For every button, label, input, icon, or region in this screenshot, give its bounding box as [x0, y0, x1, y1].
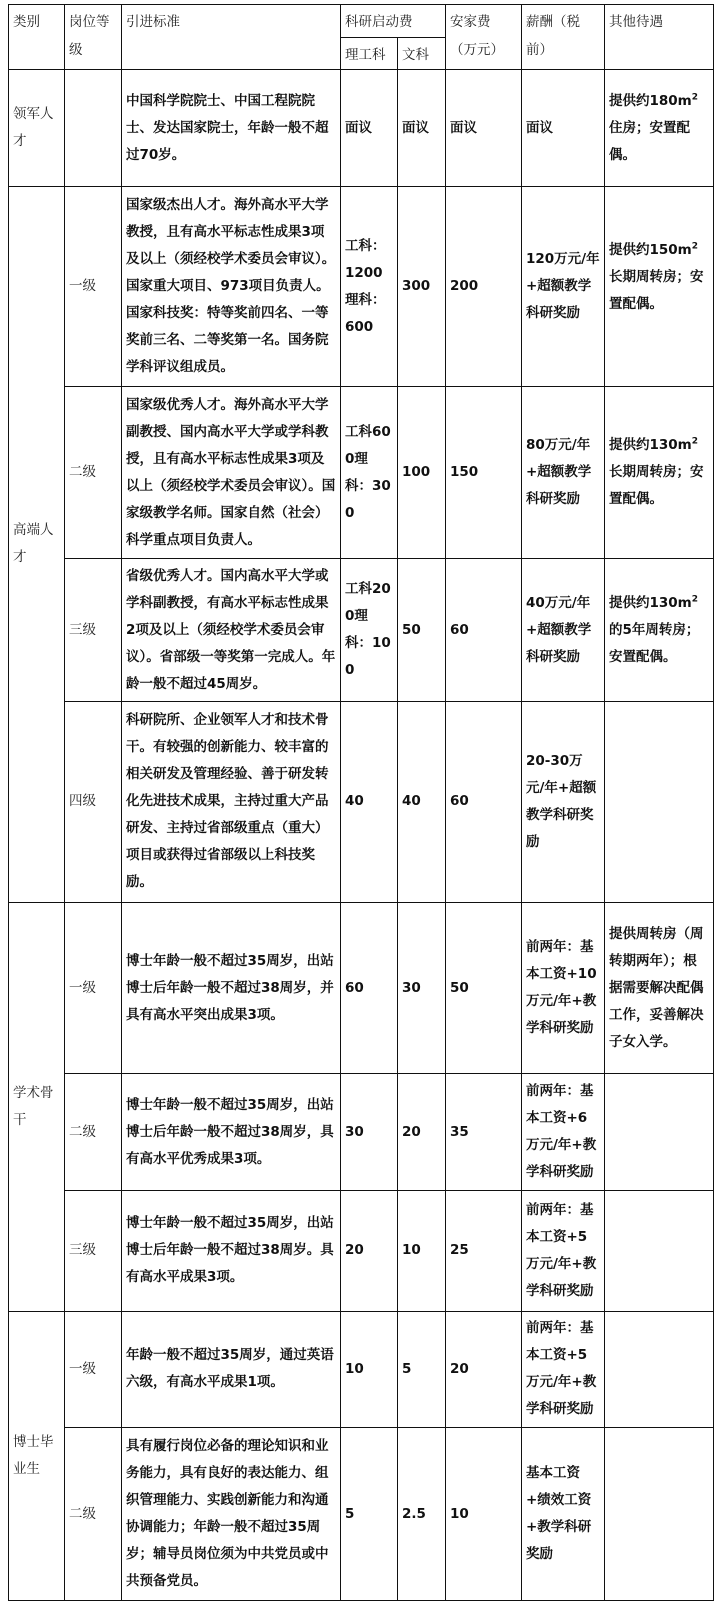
funding-sci-cell: 工科200理科：100 [341, 559, 398, 702]
level-cell: 二级 [65, 1074, 122, 1191]
funding-sci-cell: 10 [341, 1311, 398, 1428]
table-row [9, 186, 714, 386]
salary-cell: 前两年：基本工资+5万元/年+教学科研奖励 [522, 1311, 605, 1428]
criteria-cell: 博士年龄一般不超过35周岁，出站博士后年龄一般不超过38周岁。具有高水平成果3项。 [122, 1190, 341, 1311]
benefits-text: 长期周转房；安置配偶。 [609, 268, 704, 312]
settle-cell: 50 [446, 902, 522, 1074]
funding-arts-cell: 300 [398, 186, 446, 386]
level-cell: 二级 [65, 1428, 122, 1601]
funding-arts-cell: 100 [398, 387, 446, 559]
benefits-cell [605, 1190, 714, 1311]
header-category: 类别 [9, 5, 65, 70]
salary-cell: 80万元/年+超额教学科研奖励 [522, 387, 605, 559]
salary-cell: 前两年：基本工资+6万元/年+教学科研奖励 [522, 1074, 605, 1191]
header-funding-arts: 文科 [398, 37, 446, 70]
category-cell: 高端人才 [9, 186, 65, 902]
table-row [9, 559, 714, 702]
table-row [9, 1074, 714, 1191]
settle-cell: 面议 [446, 70, 522, 187]
salary-cell: 20-30万元/年+超额教学科研奖励 [522, 702, 605, 902]
benefits-text: 的5年周转房；安置配偶。 [609, 621, 700, 665]
funding-arts-cell: 20 [398, 1074, 446, 1191]
benefits-sup: 2 [691, 594, 699, 605]
criteria-cell: 中国科学院院士、中国工程院院士、发达国家院士，年龄一般不超过70岁。 [122, 70, 341, 187]
funding-arts-cell: 面议 [398, 70, 446, 187]
talent-recruitment-table [8, 4, 714, 1601]
funding-sci-cell: 60 [341, 902, 398, 1074]
level-cell: 三级 [65, 559, 122, 702]
settle-cell: 200 [446, 186, 522, 386]
table-row [9, 70, 714, 187]
funding-sci-cell: 30 [341, 1074, 398, 1191]
benefits-text: 提供约180m [609, 92, 692, 109]
header-funding: 科研启动费 [341, 5, 446, 38]
settle-cell: 10 [446, 1428, 522, 1601]
benefits-sup: 2 [691, 241, 699, 252]
benefits-cell [605, 702, 714, 902]
funding-arts-cell: 5 [398, 1311, 446, 1428]
level-cell: 一级 [65, 186, 122, 386]
criteria-cell: 国家级杰出人才。海外高水平大学教授，且有高水平标志性成果3项及以上（须经校学术委员会审议）。国家重大项目、973项目负责人。国家科技奖：特等奖前四名、一等奖前三名、二等奖第一名。国务院学科评议组成员。 [122, 186, 341, 386]
funding-sci-cell: 面议 [341, 70, 398, 187]
salary-cell: 120万元/年+超额教学科研奖励 [522, 186, 605, 386]
criteria-cell: 博士年龄一般不超过35周岁，出站博士后年龄一般不超过38周岁，并具有高水平突出成果3项。 [122, 902, 341, 1074]
category-cell: 博士毕业生 [9, 1311, 65, 1600]
benefits-cell [605, 1311, 714, 1428]
table-row [9, 702, 714, 902]
header-salary: 薪酬（税前） [522, 5, 605, 70]
benefits-cell [605, 559, 714, 702]
funding-arts-cell: 40 [398, 702, 446, 902]
criteria-cell: 科研院所、企业领军人才和技术骨干。有较强的创新能力、较丰富的相关研发及管理经验、善于研发转化先进技术成果，主持过重大产品研发、主持过省部级重点（重大）项目或获得过省部级以上科技奖励。 [122, 702, 341, 902]
table-row [9, 902, 714, 1074]
funding-sci-cell: 工科：1200理科：600 [341, 186, 398, 386]
salary-cell: 前两年：基本工资+5万元/年+教学科研奖励 [522, 1190, 605, 1311]
category-cell: 学术骨干 [9, 902, 65, 1311]
salary-cell: 基本工资+绩效工资+教学科研奖励 [522, 1428, 605, 1601]
level-cell: 一级 [65, 1311, 122, 1428]
settle-cell: 20 [446, 1311, 522, 1428]
criteria-cell: 具有履行岗位必备的理论知识和业务能力，具有良好的表达能力、组织管理能力、实践创新能力和沟通协调能力；年龄一般不超过35周岁；辅导员岗位须为中共党员或中共预备党员。 [122, 1428, 341, 1601]
settle-cell: 60 [446, 559, 522, 702]
criteria-cell: 年龄一般不超过35周岁，通过英语六级，有高水平成果1项。 [122, 1311, 341, 1428]
level-cell: 二级 [65, 387, 122, 559]
header-criteria: 引进标准 [122, 5, 341, 70]
funding-arts-cell: 50 [398, 559, 446, 702]
benefits-text: 住房；安置配偶。 [609, 119, 690, 163]
settle-cell: 60 [446, 702, 522, 902]
table-row [9, 387, 714, 559]
salary-cell: 面议 [522, 70, 605, 187]
benefits-cell [605, 186, 714, 386]
header-benefits: 其他待遇 [605, 5, 714, 70]
benefits-cell [605, 387, 714, 559]
benefits-cell: 提供周转房（周转期两年）；根据需要解决配偶工作，妥善解决子女入学。 [605, 902, 714, 1074]
funding-arts-cell: 30 [398, 902, 446, 1074]
funding-arts-cell: 2.5 [398, 1428, 446, 1601]
funding-sci-cell: 工科600理科：300 [341, 387, 398, 559]
funding-arts-cell: 10 [398, 1190, 446, 1311]
salary-cell: 前两年：基本工资+10万元/年+教学科研奖励 [522, 902, 605, 1074]
criteria-cell: 国家级优秀人才。海外高水平大学副教授、国内高水平大学或学科教授，且有高水平标志性成果3项及以上（须经校学术委员会审议）。国家级教学名师。国家自然（社会）科学重点项目负责人。 [122, 387, 341, 559]
benefits-text: 提供约130m [609, 594, 692, 611]
level-cell: 一级 [65, 902, 122, 1074]
header-funding-sci: 理工科 [341, 37, 398, 70]
salary-cell: 40万元/年+超额教学科研奖励 [522, 559, 605, 702]
header-level: 岗位等级 [65, 5, 122, 70]
table-row [9, 1428, 714, 1601]
criteria-cell: 博士年龄一般不超过35周岁，出站博士后年龄一般不超过38周岁，具有高水平优秀成果3项。 [122, 1074, 341, 1191]
funding-sci-cell: 40 [341, 702, 398, 902]
benefits-sup: 2 [691, 92, 699, 103]
benefits-cell [605, 1428, 714, 1601]
criteria-cell: 省级优秀人才。国内高水平大学或学科副教授，有高水平标志性成果2项及以上（须经校学术委员会审议）。省部级一等奖第一完成人。年龄一般不超过45周岁。 [122, 559, 341, 702]
benefits-cell [605, 70, 714, 187]
header-settle: 安家费（万元） [446, 5, 522, 70]
level-cell [65, 70, 122, 187]
benefits-text: 长期周转房；安置配偶。 [609, 464, 704, 508]
category-cell: 领军人才 [9, 70, 65, 187]
benefits-cell [605, 1074, 714, 1191]
settle-cell: 150 [446, 387, 522, 559]
level-cell: 四级 [65, 702, 122, 902]
benefits-text: 提供约130m [609, 437, 692, 454]
settle-cell: 25 [446, 1190, 522, 1311]
benefits-text: 提供约150m [609, 241, 692, 258]
level-cell: 三级 [65, 1190, 122, 1311]
funding-sci-cell: 5 [341, 1428, 398, 1601]
table-row [9, 1190, 714, 1311]
table-row [9, 1311, 714, 1428]
funding-sci-cell: 20 [341, 1190, 398, 1311]
settle-cell: 35 [446, 1074, 522, 1191]
benefits-sup: 2 [691, 436, 699, 447]
